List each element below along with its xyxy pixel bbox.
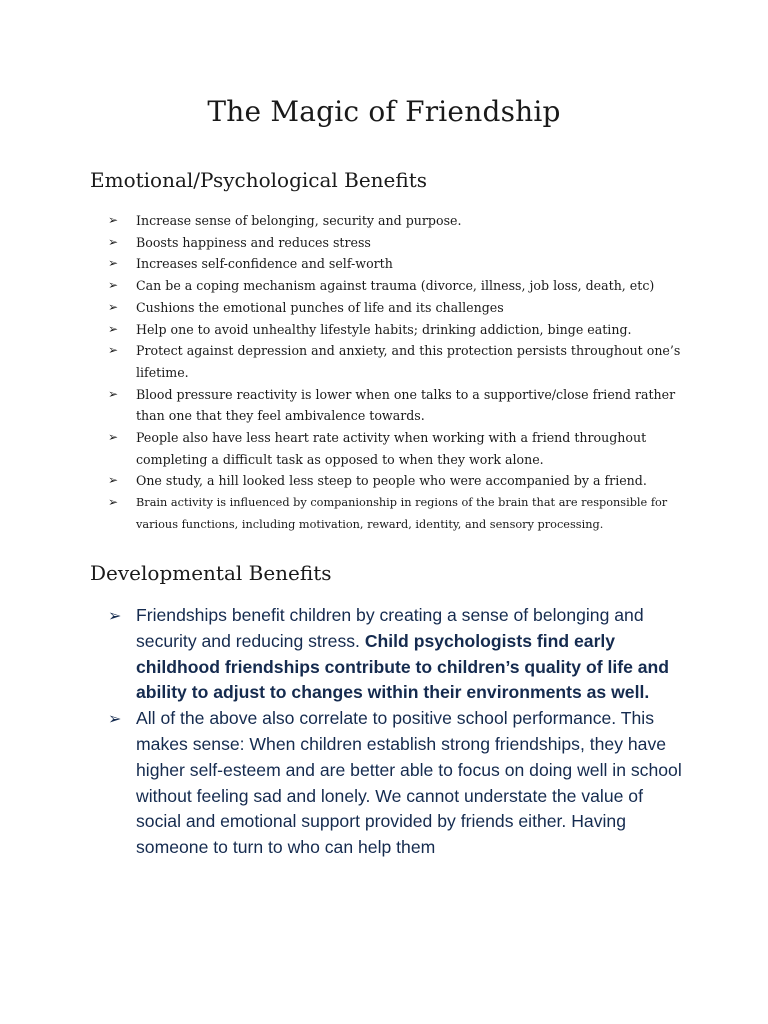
list-item — [108, 384, 688, 427]
list-item-text: Help one to avoid unhealthy lifestyle habits; drinking addiction, binge eating. — [136, 321, 632, 337]
list-item-text: Brain activity is influenced by companionship in regions of the brain that are responsible for various functions, including motivation, reward, identity, and sensory processing. — [136, 496, 668, 531]
list-item — [108, 340, 688, 383]
list-item — [108, 603, 686, 706]
list-item-text-bold: Child psychologists find early childhood friendships contribute to children’s quality of life and ability to adjust to changes within their environments as well. — [136, 630, 670, 703]
list-item-text: One study, a hill looked less steep to people who were accompanied by a friend. — [136, 473, 647, 489]
list-item-text: Increases self-confidence and self-worth — [136, 256, 393, 272]
list-item-text: Boosts happiness and reduces stress — [136, 234, 371, 250]
arrow-bullet-icon: ➢ — [108, 213, 119, 227]
arrow-bullet-icon: ➢ — [108, 709, 122, 729]
list-item — [108, 253, 688, 275]
arrow-bullet-icon: ➢ — [108, 256, 119, 271]
developmental-benefits-list — [108, 603, 686, 861]
arrow-bullet-icon: ➢ — [108, 343, 119, 358]
list-item — [108, 210, 688, 232]
list-item-text-regular: Friendships benefit children by creating a sense of belonging and security and reducing stress. — [136, 605, 644, 651]
list-item — [108, 319, 688, 341]
arrow-bullet-icon: ➢ — [108, 606, 122, 625]
list-item-text: Cushions the emotional punches of life and its challenges — [136, 299, 504, 315]
list-item-text: Blood pressure reactivity is lower when one talks to a supportive/close friend rather than one that they feel ambivalence towards. — [136, 386, 676, 424]
list-item-text: Can be a coping mechanism against trauma (divorce, illness, job loss, death, etc) — [136, 278, 655, 294]
list-item — [108, 275, 688, 297]
arrow-bullet-icon: ➢ — [108, 473, 119, 488]
arrow-bullet-icon: ➢ — [108, 321, 119, 336]
list-item-text: Protect against depression and anxiety, and this protection persists throughout one’s lifetime. — [136, 343, 681, 380]
arrow-bullet-icon: ➢ — [108, 386, 119, 401]
list-item-text: Increase sense of belonging, security and purpose. — [136, 213, 462, 228]
arrow-bullet-icon: ➢ — [108, 278, 119, 293]
list-item — [108, 427, 688, 470]
arrow-bullet-icon: ➢ — [108, 430, 119, 445]
list-item — [108, 706, 686, 861]
list-item — [108, 297, 688, 319]
arrow-bullet-icon: ➢ — [108, 234, 119, 249]
list-item-text: People also have less heart rate activity when working with a friend throughout completing a difficult task as opposed to when they work alone. — [136, 430, 647, 467]
arrow-bullet-icon: ➢ — [108, 299, 119, 314]
section-heading-emotional: Emotional/Psychological Benefits — [90, 168, 428, 192]
document-title: The Magic of Friendship — [207, 95, 561, 128]
list-item — [108, 470, 688, 492]
list-item-text: All of the above also correlate to positive school performance. This makes sense: When children establish strong friendships, they have higher self-esteem and are better able to focus on doing well in school without feeling sad and lonely. We cannot understate the value of social and emotional support provided by friends either. Having someone to turn to who can help them — [136, 708, 682, 858]
list-item — [108, 492, 688, 535]
section-heading-developmental: Developmental Benefits — [90, 561, 332, 585]
arrow-bullet-icon: ➢ — [108, 495, 119, 510]
emotional-benefits-list — [108, 210, 688, 536]
list-item — [108, 232, 688, 254]
